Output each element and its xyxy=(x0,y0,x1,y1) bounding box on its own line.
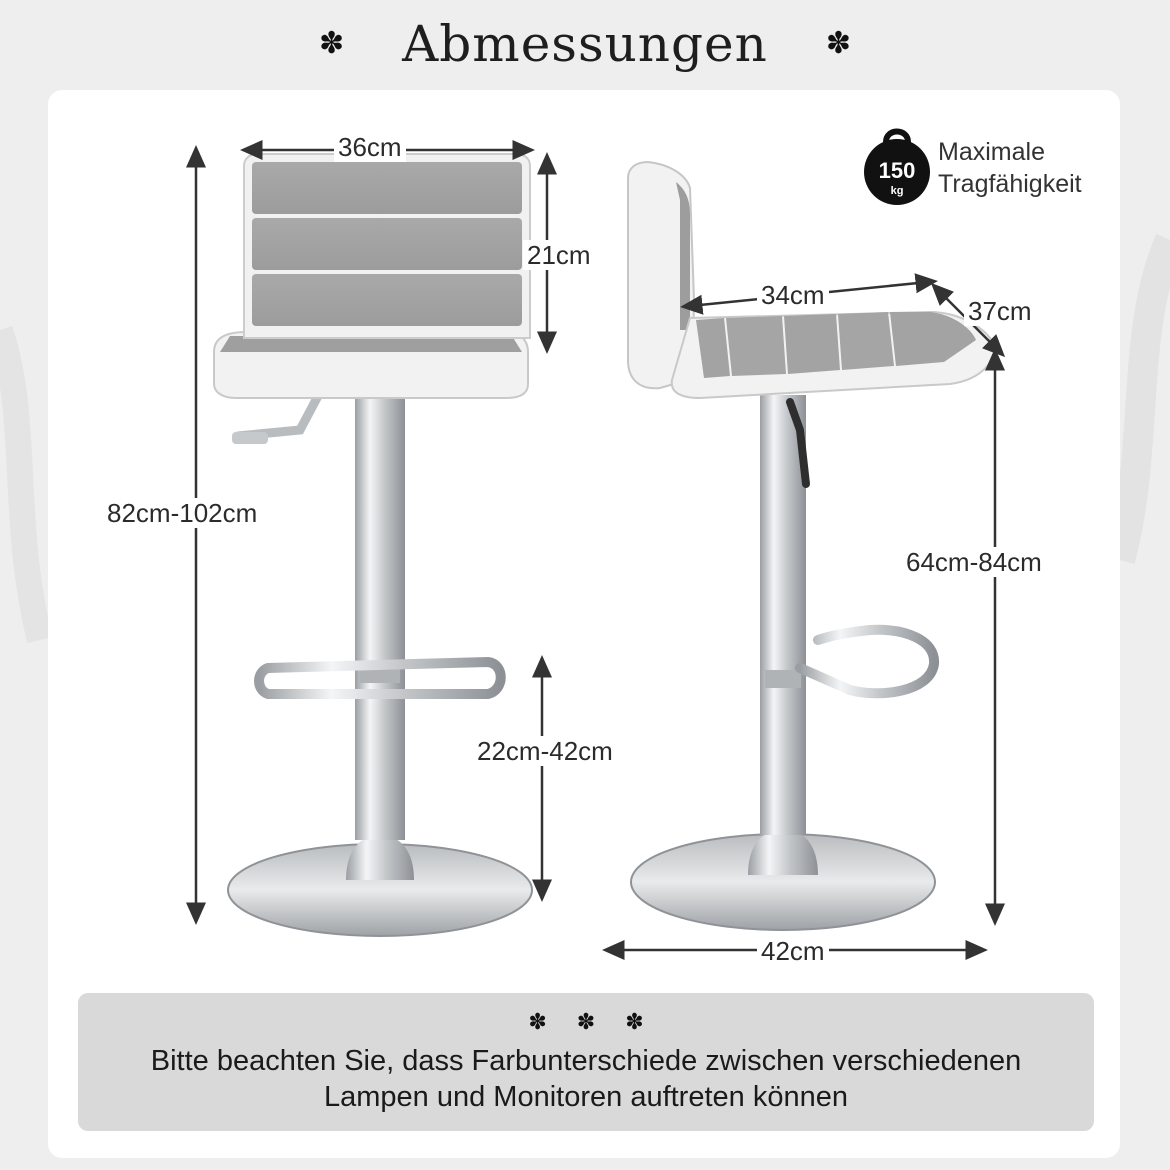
front-width-label: 36cm xyxy=(334,132,406,162)
front-view-stool xyxy=(214,154,532,936)
seat-depth-label: 37cm xyxy=(964,296,1036,326)
flower-ornament-icon: ✽ xyxy=(319,27,345,60)
side-view-stool xyxy=(628,162,994,930)
color-note-box xyxy=(78,993,1094,1131)
capacity-label-line1: Maximale xyxy=(938,138,1045,166)
total-height-label: 82cm-102cm xyxy=(103,498,261,528)
note-line-2: Lampen und Monitoren auftreten können xyxy=(324,1081,848,1113)
flower-ornament-icon: ✽ xyxy=(825,27,851,60)
seat-height-label: 64cm-84cm xyxy=(902,547,1046,577)
note-line-1: Bitte beachten Sie, dass Farbunterschiede zwischen verschiedenen xyxy=(150,1045,1022,1077)
base-diameter-label: 42cm xyxy=(757,936,829,966)
seat-width-label: 34cm xyxy=(757,280,829,310)
page-title: Abmessungen xyxy=(402,15,768,73)
backrest-height-label: 21cm xyxy=(523,240,595,270)
capacity-label-line2: Tragfähigkeit xyxy=(938,170,1082,198)
weight-icon xyxy=(862,120,932,206)
capacity-label xyxy=(938,136,1082,200)
capacity-value: 150 xyxy=(878,158,916,183)
flower-ornaments-icon: ✽✽✽ xyxy=(528,1009,674,1034)
footrest-height-label: 22cm-42cm xyxy=(473,736,617,766)
capacity-unit: kg xyxy=(890,185,904,197)
